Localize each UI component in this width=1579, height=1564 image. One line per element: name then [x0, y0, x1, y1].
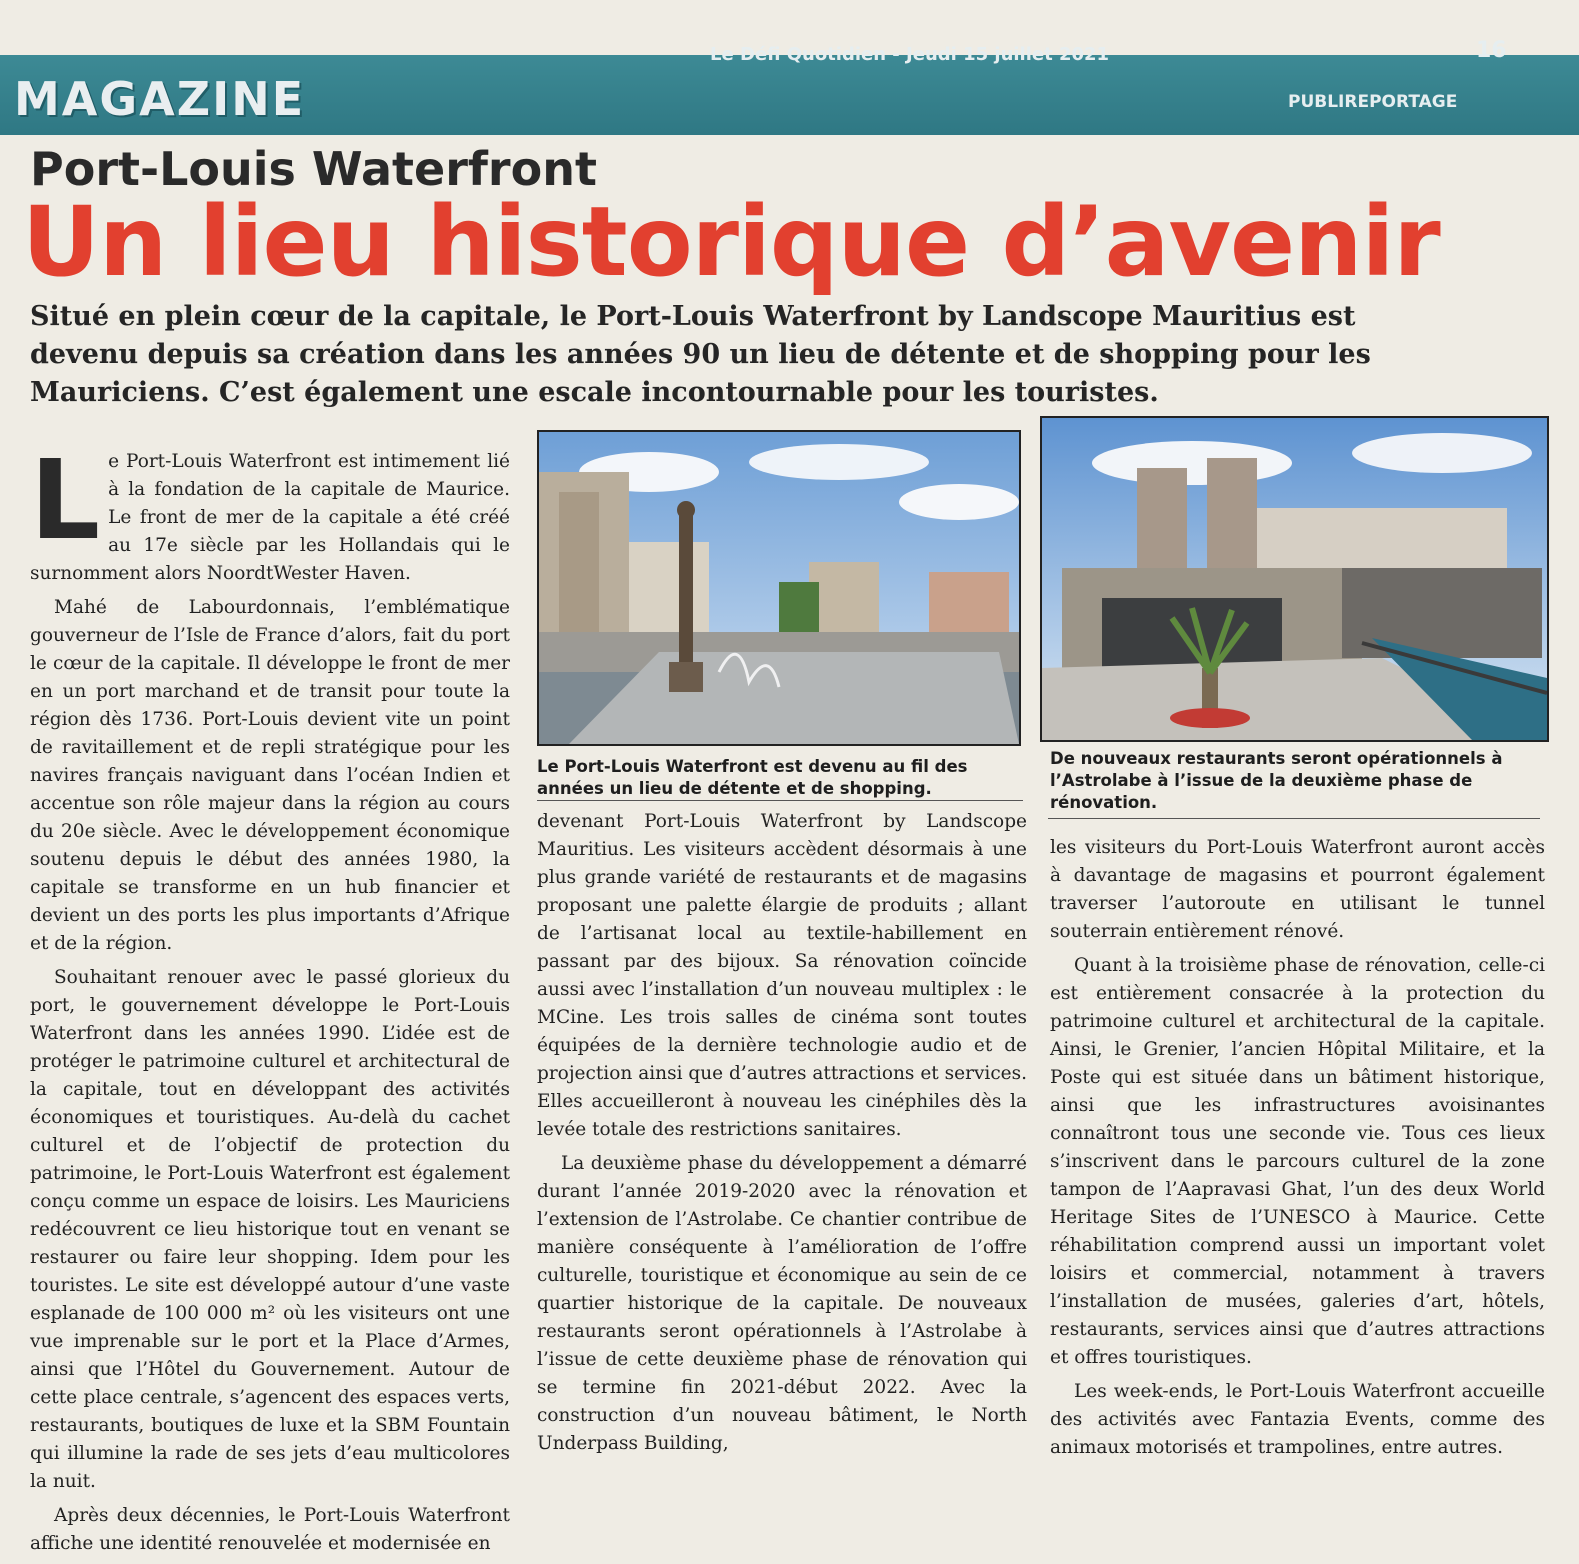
- col1-paragraph-1-text: e Port-Louis Waterfront est intimement lié à la fondation de la capitale de Maurice. Le front de mer de la capitale a été créé au 17e siècle par les Hollandais qui le surnomment alors NoordtWester Haven.: [30, 451, 510, 584]
- section-label: MAGAZINE: [14, 72, 306, 126]
- article-column-2: [537, 808, 1027, 1464]
- col3-paragraph-3: Les week-ends, le Port-Louis Waterfront accueille des activités avec Fantazia Events, comme des animaux motorisés et trampolines, entre autres.: [1050, 1381, 1545, 1458]
- caption-2-rule: [1048, 818, 1540, 819]
- col3-paragraph-1: les visiteurs du Port-Louis Waterfront auront accès à davantage de magasins et pourront également traverser l’autoroute en utilisant le tunnel souterrain entièrement rénové.: [1050, 837, 1545, 942]
- article-kicker: Port-Louis Waterfront: [30, 142, 597, 196]
- col3-paragraph-2: Quant à la troisième phase de rénovation, celle-ci est entièrement consacrée à la protection du patrimoine culturel et architectural de la capitale. Ainsi, le Grenier, l’ancien Hôpital Militaire, et la Poste qui est située dans un bâtiment historique, ainsi que les infrastructures avoisinantes connaîtront tous une seconde vie. Tous ces lieux s’inscrivent dans le parcours culturel de la zone tampon de l’Aapravasi Ghat, l’un des deux World Heritage Sites de l’UNESCO à Maurice. Cette réhabilitation comprend aussi un important volet loisirs et commercial, notamment à travers l’installation de musées, galeries d’art, hôtels, restaurants, services ainsi que d’autres attractions et offres touristiques.: [1050, 955, 1545, 1368]
- col1-paragraph-1: [30, 436, 510, 588]
- article-column-1: [30, 436, 510, 1564]
- article-headline: Un lieu historique d’avenir: [22, 186, 1440, 298]
- photo-1-caption: Le Port-Louis Waterfront est devenu au fil des années un lieu de détente et de shopping.: [537, 757, 968, 798]
- photo-astrolabe-building: [1040, 416, 1549, 742]
- page-number: 16: [1476, 38, 1507, 63]
- photo-2-caption: De nouveaux restaurants seront opérationnels à l’Astrolabe à l’issue de la deuxième phase de rénovation.: [1050, 749, 1503, 812]
- drop-cap: L: [30, 436, 101, 564]
- newspaper-date-line: Le Défi Quotidien - Jeudi 15 juillet 2021: [710, 44, 1110, 65]
- col2-paragraph-1: devenant Port-Louis Waterfront by Landscope Mauritius. Les visiteurs accèdent désormais à une plus grande variété de restaurants et de magasins proposant une palette élargie de produits ; allant de l’artisanat local au textile-habillement en passant par des bijoux. Sa rénovation coïncide aussi avec l’installation d’un nouveau multiplex : le MCine. Les trois salles de cinéma sont toutes équipées de la dernière technologie audio et de projection ainsi que d’autres attractions et services. Elles accueilleront à nouveau les cinéphiles dès la levée totale des restrictions sanitaires.: [537, 811, 1027, 1140]
- caption-1-rule: [537, 800, 1023, 801]
- col1-paragraph-2: Mahé de Labourdonnais, l’emblématique gouverneur de l’Isle de France d’alors, fait du port le cœur de la capitale. Il développe le front de mer en un port marchand et de transit pour toute la région dès 1736. Port-Louis devient vite un point de ravitaillement et de repli stratégique pour les navires français naviguant dans l’océan Indien et accentue son rôle majeur dans la région au cours du 20e siècle. Avec le développement économique soutenu depuis le début des années 1980, la capitale se transforme en un hub financier et devient un des ports les plus importants d’Afrique et de la région.: [30, 597, 510, 954]
- col2-paragraph-2: La deuxième phase du développement a démarré durant l’année 2019-2020 avec la rénovation et l’extension de l’Astrolabe. Ce chantier contribue de manière conséquente à l’amélioration de l’offre culturelle, touristique et économique au sein de ce quartier historique de la capitale. De nouveaux restaurants seront opérationnels à l’Astrolabe à l’issue de cette deuxième phase de rénovation qui se termine fin 2021-début 2022. Avec la construction d’un nouveau bâtiment, le North Underpass Building,: [537, 1153, 1027, 1454]
- article-column-3: [1050, 834, 1545, 1468]
- col1-paragraph-4: Après deux décennies, le Port-Louis Waterfront affiche une identité renouvelée et modernisée en: [30, 1505, 510, 1554]
- col1-paragraph-3: Souhaitant renouer avec le passé glorieux du port, le gouvernement développe le Port-Louis Waterfront dans les années 1990. L’idée est de protéger le patrimoine culturel et architectural de la capitale, tout en développant des activités économiques et touristiques. Au-delà du cachet culturel et de l’objectif de protection du patrimoine, le Port-Louis Waterfront est également conçu comme un espace de loisirs. Les Mauriciens redécouvrent ce lieu historique tout en venant se restaurer ou faire leur shopping. Idem pour les touristes. Le site est développé autour d’une vaste esplanade de 100 000 m² où les visiteurs ont une vue imprenable sur le port et la Place d’Armes, ainsi que l’Hôtel du Gouvernement. Autour de cette place centrale, s’agencent des espaces verts, restaurants, boutiques de luxe et la SBM Fountain qui illumine la rade de ses jets d’eau multicolores la nuit.: [30, 967, 510, 1492]
- article-lead: Situé en plein cœur de la capitale, le Port-Louis Waterfront by Landscope Mauritius est devenu depuis sa création dans les années 90 un lieu de détente et de shopping pour les Mauriciens. C’est également une escale incontournable pour les touristes.: [30, 301, 1371, 408]
- publireportage-tag: PUBLIREPORTAGE: [1288, 92, 1458, 112]
- photo-waterfront-esplanade: [537, 430, 1021, 746]
